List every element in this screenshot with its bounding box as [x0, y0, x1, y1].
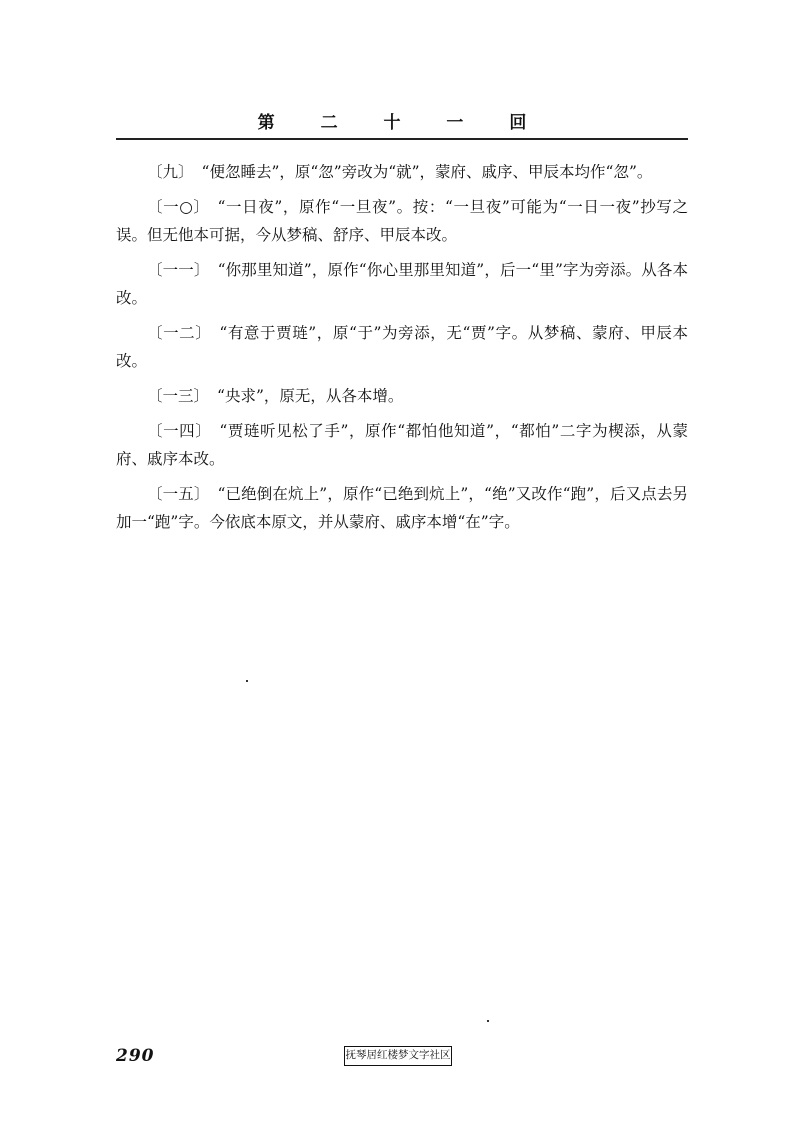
- note-12: [116, 319, 688, 375]
- note-10: [116, 193, 688, 249]
- source-stamp: 抚琴居红楼梦文字社区: [344, 1046, 452, 1066]
- note-text: “一日夜”，原作“一旦夜”。按：“一旦夜”可能为“一日一夜”抄写之误。但无他本可据，今从梦稿、舒序、甲辰本改。: [116, 198, 688, 244]
- note-15: [116, 480, 688, 536]
- scan-speck: [487, 1020, 489, 1022]
- note-9: [116, 158, 688, 186]
- note-text: “便忽睡去”，原“忽”旁改为“就”，蒙府、戚序、甲辰本均作“忽”。: [201, 163, 653, 181]
- note-number: 〔一二〕: [147, 324, 212, 342]
- note-number: 〔一四〕: [147, 422, 212, 440]
- note-text: “有意于贾琏”，原“于”为旁添，无“贾”字。从梦稿、蒙府、甲辰本改。: [116, 324, 688, 370]
- note-text: “你那里知道”，原作“你心里那里知道”，后一“里”字为旁添。从各本改。: [116, 261, 688, 307]
- note-text: “央求”，原无，从各本增。: [217, 387, 404, 405]
- note-11: [116, 256, 688, 312]
- chapter-header: 第 二 十 一 回: [257, 113, 547, 133]
- note-number: 〔一三〕: [147, 387, 210, 405]
- note-text: “已绝倒在炕上”，原作“已绝到炕上”，“绝”又改作“跑”，后又点去另加一“跑”字。今依底本原文，并从蒙府、戚序本增“在”字。: [116, 485, 688, 531]
- note-number: 〔一五〕: [147, 485, 210, 503]
- note-text: “贾琏听见松了手”，原作“都怕他知道”，“都怕”二字为楔添，从蒙府、戚序本改。: [116, 422, 688, 468]
- note-13: [116, 382, 688, 410]
- note-number: 〔一一〕: [147, 261, 210, 279]
- scan-speck: [246, 680, 248, 682]
- note-number: 〔九〕: [147, 163, 194, 181]
- page-number: 290: [116, 1046, 155, 1066]
- header-rule: [116, 138, 688, 140]
- notes-list: [116, 158, 688, 543]
- note-number: 〔一○〕: [147, 198, 210, 216]
- note-14: [116, 417, 688, 473]
